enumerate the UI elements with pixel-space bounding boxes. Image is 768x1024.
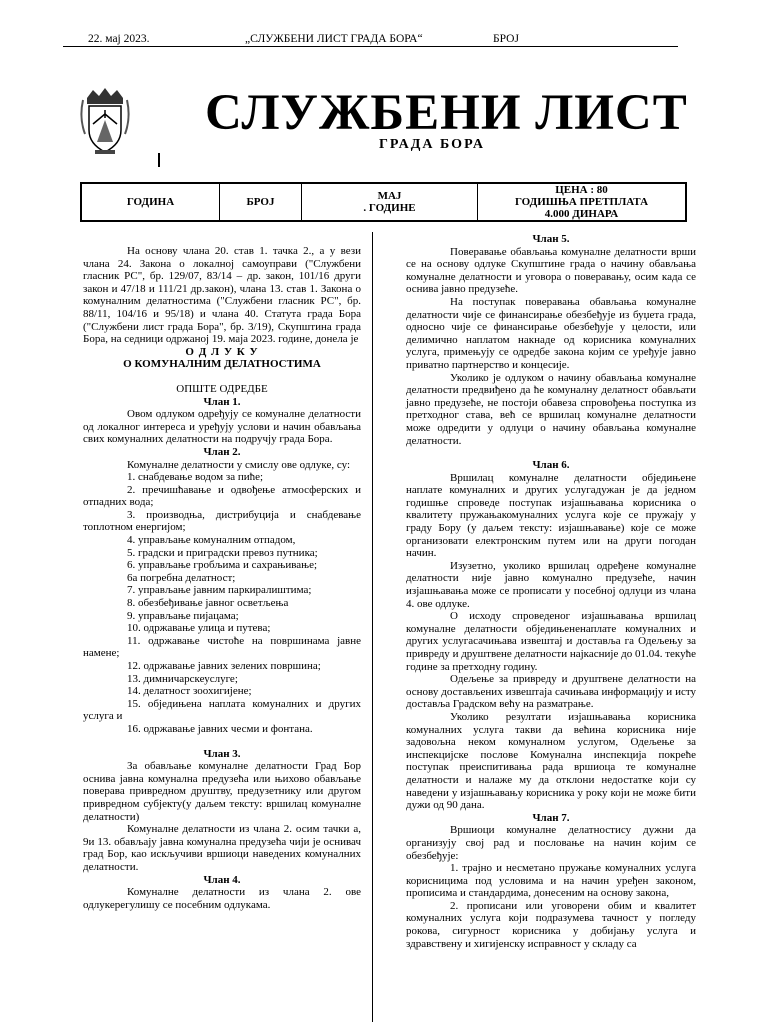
price-cell (478, 184, 685, 220)
article-2-title: Члан 2. (203, 445, 241, 458)
list-item: 5. градски и приградски превоз путника; (127, 546, 318, 559)
month-cell (302, 184, 478, 220)
list-item: 6а погребна делатност; (127, 571, 236, 584)
list-item: 11. одржавање чистоће на површинама јавне намене; (83, 634, 361, 660)
masthead-subtitle: ГРАДА БОРА (379, 137, 485, 152)
list-item: 13. димничарскеуслуге; (127, 672, 238, 685)
list-item: 9. управљање пијацама; (127, 609, 239, 622)
list-item: 7. управљање јавним паркиралиштима; (127, 584, 312, 597)
list-item: 2. пречишћавање и одвођење атмосферских и отпадних вода; (83, 483, 361, 509)
list-item: 10. одржавање улица и путева; (127, 622, 271, 635)
article-7-title: Члан 7. (532, 811, 570, 824)
article-3-paragraph-1: За обављање комуналне делатности Град Бор оснива јавна комунална предузећа или њихово обављање поверава привредном друштву, предузетнику или другом привредном субјекту(у даљем тексту: вршилац комуналне делатности) (83, 760, 361, 823)
list-item: 16. одржавање јавних чесми и фонтана. (127, 722, 313, 735)
header-issue: БРОЈ (493, 33, 519, 45)
article-6-paragraph-4: Одељење за привреду и друштвене делатности на основу достављених извештаја сачињава информацију и исту доставља Градском већу на разматрање. (406, 673, 696, 711)
price-label: ЦЕНА : 80 (555, 184, 608, 196)
column-divider (372, 232, 373, 1022)
header-rule (63, 46, 678, 47)
year-suffix-label: . ГОДИНЕ (363, 202, 416, 214)
article-3-title: Члан 3. (203, 747, 241, 760)
left-column (83, 233, 361, 911)
section-heading: ОПШТЕ ОДРЕДБЕ (176, 382, 268, 395)
list-item: 14. делатност зоохигијене; (127, 685, 252, 698)
year-label: ГОДИНА (126, 196, 175, 208)
decision-title: О Д Л У К У (185, 345, 259, 358)
article-7-item-2: 2. прописани или уговорени обим и квалитет комуналних услуга који подразумева тачност у погледу рокова, сигурност корисника у добијању услуга и здравствену и хигијенску исправност у складу са (406, 899, 696, 950)
masthead-title: СЛУЖБЕНИ ЛИСТ (205, 85, 688, 141)
article-4-title: Члан 4. (203, 873, 241, 886)
list-item: 1. снабдевање водом за пиће; (127, 471, 264, 484)
article-5-paragraph-2: На поступак поверавања обављања комуналне делатности чије се финансирање обезбеђује из буџета града, односно чије се финансирање обезбеђује у целости, или делимично наплатом накнаде од корисника комуналних услуга, примењују се одредбе закона којим се уређује јавно приватно партнерство и концесије. (406, 295, 696, 371)
issue-label: БРОЈ (246, 196, 275, 208)
article-4-text: Комуналне делатности из члана 2. ове одлукерегулишу се посебним одлукама. (83, 886, 361, 911)
article-2-text: Комуналне делатности у смислу ове одлуке, су: (127, 458, 351, 471)
article-3-paragraph-2: Комуналне делатности из члана 2. осим тачки а, 9и 13. обављају јавна комунална предузећа чији је оснивач град Бор, као искључиви вршиоци наведених комуналних делатности. (83, 823, 361, 873)
article-6-paragraph-5: Уколико резултати изјашњавања корисника комуналних услуга такви да већина корисника није задовољна неком комуналном услугом, Одељење за инспекцијске послове Комунална инспекција покреће поступак преиспитивања рада вршиоца те комуналне делатности и налаже му да отклони недостатке који су наведени у изјашњавању корисника у року који не може бити дужи од 90 дана. (406, 710, 696, 812)
list-item: 6. управљање гробљима и сахрањивање; (127, 559, 318, 572)
preamble: На основу члана 20. став 1. тачка 2., а у вези члана 24. Закона о локалној самоуправи ("Службени гласник РС", бр. 129/07, 83/14 – др. закон, 101/16 други закон и 47/18 и 111/21 др.закон), члана 13. став 1. Закона о комуналним делатностима ("Службени гласник РС", бр. 88/11, 104/16 и 95/18) и члана 40. Статута града Бора ("Службени лист града Бора", бр. 3/19), Скупштина града Бора, на седници одржаној 19. маја 2023. године, донела је (83, 245, 361, 346)
article-7-paragraph-1: Вршиоци комуналне делатностису дужни да организују свој рад и пословање на начин којим се обезбеђује: (406, 824, 696, 862)
article-6-paragraph-2: Изузетно, уколико вршилац одређене комуналне делатности није јавно комунално предузеће, начин изјашњавања може се прописати у посебној одлуци из члана 4. ове одлуке. (406, 559, 696, 610)
article-6-paragraph-1: Вршилац комуналне делатности обједињене наплате комуналних и других услугадужан је да једном годишње спроведе поступак изјашњавања корисника о квалитету пружањакомуналних услуга које се пружају у граду Бору (у даљем тексту: изјашњавање) које се може организовати електронским путем или на други погодан начин. (406, 471, 696, 560)
issue-cell (220, 184, 302, 220)
month-label: МАЈ (377, 190, 402, 202)
masthead-mark (158, 153, 160, 167)
issue-info-box (80, 182, 687, 222)
list-item: 12. одржавање јавних зелених површина; (127, 660, 321, 672)
article-1-title: Члан 1. (203, 395, 241, 408)
list-item: 3. производња, дистрибуција и снабдевање топлотном енергијом; (83, 508, 361, 534)
header-date: 22. мај 2023. (88, 33, 150, 45)
right-column (406, 233, 696, 950)
article-5-paragraph-1: Поверавање обављања комуналне делатности врши се на основу одлуке Скупштине града о начину обављања комуналне делатности и уговора о поверавању, осим када се оснива јавно предузеће. (406, 245, 696, 296)
decision-subtitle: О КОМУНАЛНИМ ДЕЛАТНОСТИМА (123, 358, 321, 371)
article-1-text: Овом одлуком одређују се комуналне делатности од локалног интереса и уређују услови и начин обављања свих комуналних делатности на подручју града Бора. (83, 408, 361, 446)
article-7-item-1: 1. трајно и несметано пружање комуналних услуга корисницима под условима и на начин уређен законом, прописима и стандардима, донесеним на основу закона, (406, 862, 696, 900)
coat-of-arms-icon (79, 84, 131, 158)
article-6-paragraph-3: О исходу спроведеног изјашњавања вршилац комуналне делатности обједињененаплате комуналних и других услугасачињава извештај и доставља га Одељењу за привреду и друштвене делатности најкасније до 01.04. текуће године за претходну годину. (406, 610, 696, 673)
list-item: 8. обезбеђивање јавног осветљења (127, 597, 289, 610)
subscription-label: ГОДИШЊА ПРЕТПЛАТА (514, 196, 649, 208)
activity-list (83, 471, 361, 735)
header-publication: „СЛУЖБЕНИ ЛИСТ ГРАДА БОРА“ (245, 33, 423, 45)
year-cell (82, 184, 220, 220)
article-6-title: Члан 6. (532, 459, 570, 472)
list-item: 4. управљање комуналним отпадом, (127, 534, 296, 547)
list-item: 15. обједињена наплата комуналних и других услуга и (83, 697, 361, 723)
article-5-title: Члан 5. (532, 233, 570, 245)
subscription-amount: 4.000 ДИНАРА (544, 208, 619, 220)
article-5-paragraph-3: Уколико је одлуком о начину обављања комуналне делатности предвиђено да ће комуналну делатност обављати јавно предузеће, не постоји обавеза спровођења поступка из претходног става, већ се вршилац комуналне делатности може одредити у одлуци о начину обављања комуналне делатности. (406, 371, 696, 447)
